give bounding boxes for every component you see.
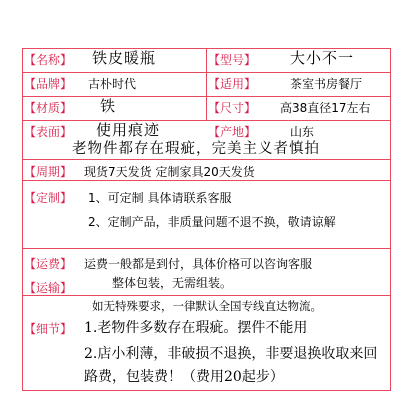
defect-notice: 老物件都存在瑕疵，完美主义者慎拍 <box>72 141 320 157</box>
model-value: 大小不一 <box>290 49 355 67</box>
row-divider <box>22 248 391 249</box>
row-divider <box>22 390 391 391</box>
row-divider <box>22 120 391 121</box>
row-divider <box>22 180 391 181</box>
brand-value: 古朴时代 <box>88 77 137 91</box>
transport-label: 【运输】 <box>24 281 73 295</box>
shipping-fee-value: 运费一般都是到付，具体价格可以咨询客服 <box>84 257 313 271</box>
custom-line-1: 1、可定制 具体请联系客服 <box>88 191 232 205</box>
size-value: 高38直径17左右 <box>280 101 371 115</box>
column-divider <box>206 48 207 120</box>
details-line-1: 1.老物件多数存在瑕疵。摆件不能用 <box>84 320 308 336</box>
material-label: 【材质】 <box>24 101 73 115</box>
period-label: 【周期】 <box>24 165 73 179</box>
model-label: 【型号】 <box>208 53 257 67</box>
details-line-2: 2.店小利薄，非破损不退换，非要退换收取来回路费，包装费！（费用20起步） <box>84 346 378 385</box>
surface-value: 使用痕迹 <box>96 121 161 139</box>
shipping-fee-label: 【运费】 <box>24 257 73 271</box>
surface-label: 【表面】 <box>24 125 73 139</box>
usage-label: 【适用】 <box>208 77 257 91</box>
transport-line-2: 如无特殊要求，一律默认全国专线直达物流。 <box>92 299 322 313</box>
origin-value: 山东 <box>290 125 315 139</box>
material-value: 铁 <box>100 97 116 115</box>
period-value: 现货7天发货 定制家具20天发货 <box>84 165 255 179</box>
row-divider <box>22 295 391 296</box>
transport-line-1: 整体包装，无需组装。 <box>112 276 233 290</box>
details-label: 【细节】 <box>24 322 73 336</box>
origin-label: 【产地】 <box>208 125 257 139</box>
column-divider <box>390 48 391 390</box>
custom-label: 【定制】 <box>24 191 73 205</box>
name-label: 【名称】 <box>24 53 73 67</box>
row-divider <box>22 159 391 160</box>
name-value: 铁皮暖瓶 <box>92 49 157 67</box>
custom-line-2: 2、定制产品，非质量问题不退不换，敬请谅解 <box>88 215 336 229</box>
brand-label: 【品牌】 <box>24 77 73 91</box>
column-divider <box>22 48 23 390</box>
usage-value: 茶室书房餐厅 <box>290 77 363 91</box>
size-label: 【尺寸】 <box>208 101 257 115</box>
